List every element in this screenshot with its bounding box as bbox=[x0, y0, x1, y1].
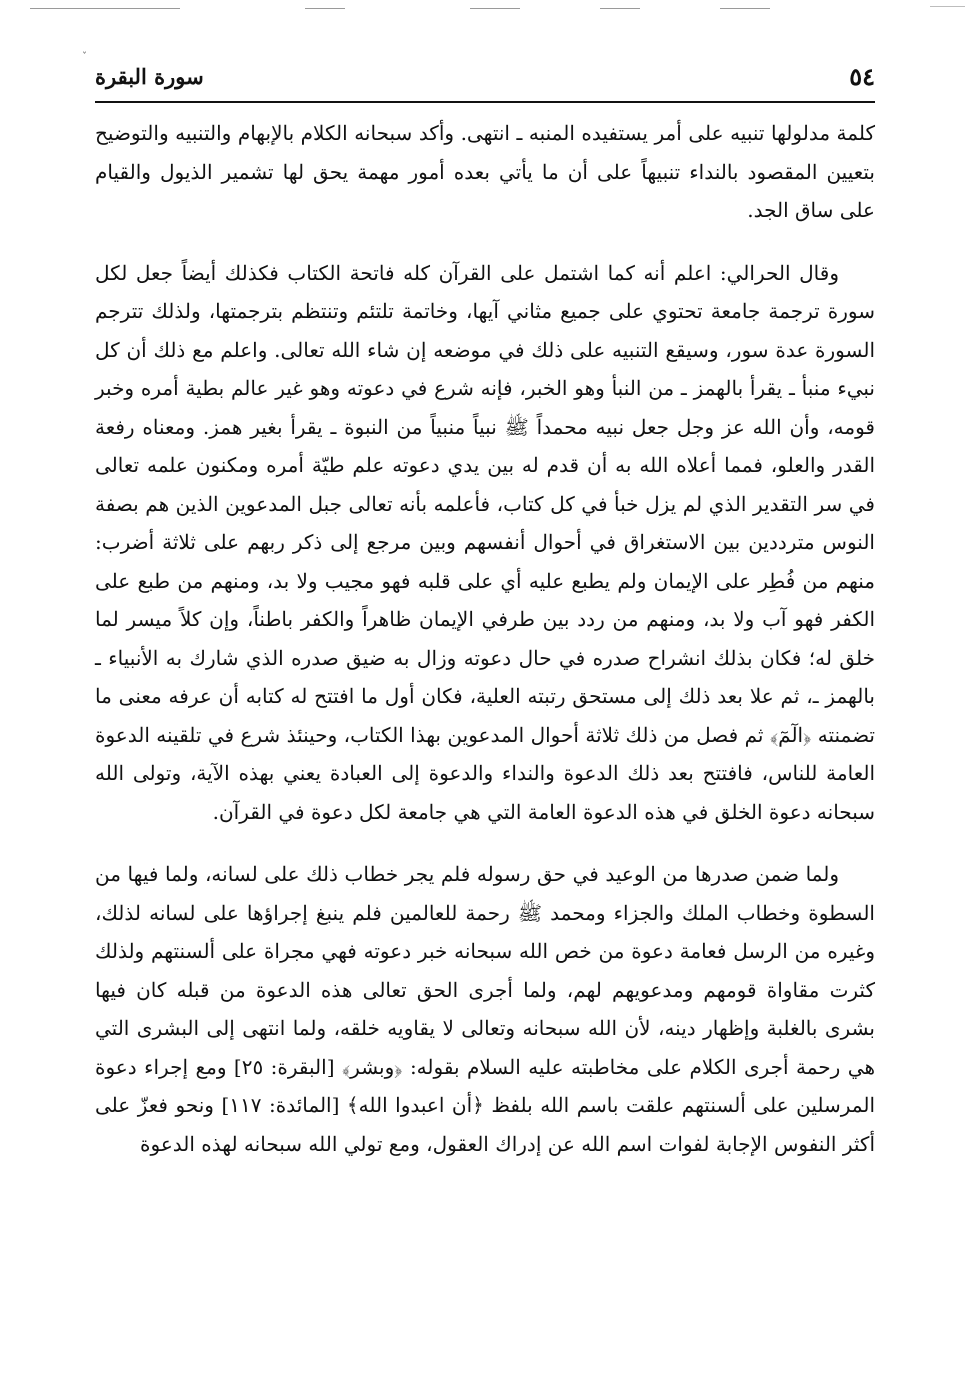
body-text bbox=[95, 114, 875, 1163]
scan-edge-mark bbox=[470, 8, 520, 9]
scan-edge-mark bbox=[305, 8, 345, 9]
margin-mark: ˇ bbox=[82, 52, 87, 63]
paragraph-gap bbox=[95, 230, 875, 254]
running-title: سورة البقرة bbox=[95, 64, 204, 89]
scan-edge-mark bbox=[30, 8, 180, 9]
paragraph: ولما ضمن صدرها من الوعيد في حق رسوله فلم يجر خطاب ذلك على لسانه، ولما فيها من السطوة وخطاب الملك والجزاء ومحمد ﷺ رحمة للعالمين فلم ينبغ إجراؤها على لسانه لذلك، وغيره من الرسل فعامة دعوة من خص الله سبحانه خبر دعوته فهي مجراة على ألسنتهم ولذلك كثرت مقاواة قومهم ومدعويهم لهم، ولما أجرى الحق تعالى هذه الدعوة من قبله كان فيها بشرى بالغلبة وإظهار دينه، لأن الله سبحانه وتعالى لا يقاويه خلقه، ولما انتهى إلى البشرى التي هي رحمة أجرى الكلام على مخاطبته عليه السلام بقوله: ﴿وبشر﴾ [البقرة: ٢٥] ومع إجراء دعوة المرسلين على ألسنتهم علقت باسم الله بلفظ ﴿أن اعبدوا الله﴾ [المائدة: ١١٧] ونحو فعزّ على أكثر النفوس الإجابة لفوات اسم الله عن إدراك العقول، ومع تولي الله سبحانه لهذه الدعوة bbox=[95, 862, 875, 1156]
paragraph: وقال الحرالي: اعلم أنه كما اشتمل على القرآن كله فاتحة الكتاب فكذلك أيضاً جعل لكل سورة ترجمة جامعة تحتوي على جميع مثاني آيها، وخاتمة تلتئم وتنتظم بترجمتها، ولذلك تترجم السورة عدة سور، وسيقع التنبيه على ذلك في موضعه إن شاء الله تعالى. واعلم مع ذلك أن كل نبيء منبأ ـ يقرأ بالهمز ـ من النبأ وهو الخبر، فإنه شرع في دعوته وهو غير عالم بطية أمره وخبر قومه، وأن الله عز وجل جعل نبيه محمداً ﷺ نبياً منبياً من النبوة ـ يقرأ بغير همز. ومعناه رفعة القدر والعلو، فمما أعلاه الله به أن قدم له بين يدي دعوته علم طيّة أمره ومكنون علمه تعالى في سر التقدير الذي لم يزل خبأ في كل كتاب، فأعلمه بأنه تعالى جبل المدعوين الذين هم بصفة النوس مترددين بين الاستغراق في أحوال أنفسهم وبين مرجع إلى ذكر ربهم على ثلاثة أضرب: منهم من فُطِر على الإيمان ولم يطبع عليه أي على قلبه فهو مجيب ولا بد، ومنهم من طبع على الكفر فهو آب ولا بد، ومنهم من ردد بين طرفي الإيمان ظاهراً والكفر باطناً، وإن كلاً ميسر لما خلق له؛ فكان بذلك انشراح صدره في حال دعوته وزال به ضيق صدره الذي شارك به الأنبياء ـ بالهمز ـ، ثم علا بعد ذلك إلى مستحق رتبته العلية، فكان أول ما افتتح له كتابه أن عرفه معنى ما تضمنته ﴿الٓمٓ﴾ ثم فصل من ذلك ثلاثة أحوال المدعوين بهذا الكتاب، وحينئذ شرع في تلقينه الدعوة العامة للناس، فافتتح بعد ذلك الدعوة والنداء والدعوة إلى العبادة يعني بهذه الآية، وتولى الله سبحانه دعوة الخلق في هذه الدعوة العامة التي هي جامعة لكل دعوة في القرآن. bbox=[95, 260, 876, 824]
scan-edge-mark bbox=[720, 8, 770, 9]
scan-corner-mark bbox=[930, 0, 965, 7]
page-header bbox=[95, 58, 875, 98]
paragraph-gap bbox=[95, 831, 875, 855]
page-number: ٥٤ bbox=[849, 62, 875, 91]
header-rule bbox=[95, 101, 875, 103]
paragraph: كلمة مدلولها تنبيه على أمر يستفيده المنبه ـ انتهى. وأكد سبحانه الكلام بالإبهام والتنبيه والتوضيح بتعيين المقصود بالنداء تنبيهاً على أن ما يأتي بعده أمور مهمة يحق لها تشمير الذيول والقيام على ساق الجد. bbox=[95, 121, 875, 222]
scan-edge-mark bbox=[600, 8, 640, 9]
